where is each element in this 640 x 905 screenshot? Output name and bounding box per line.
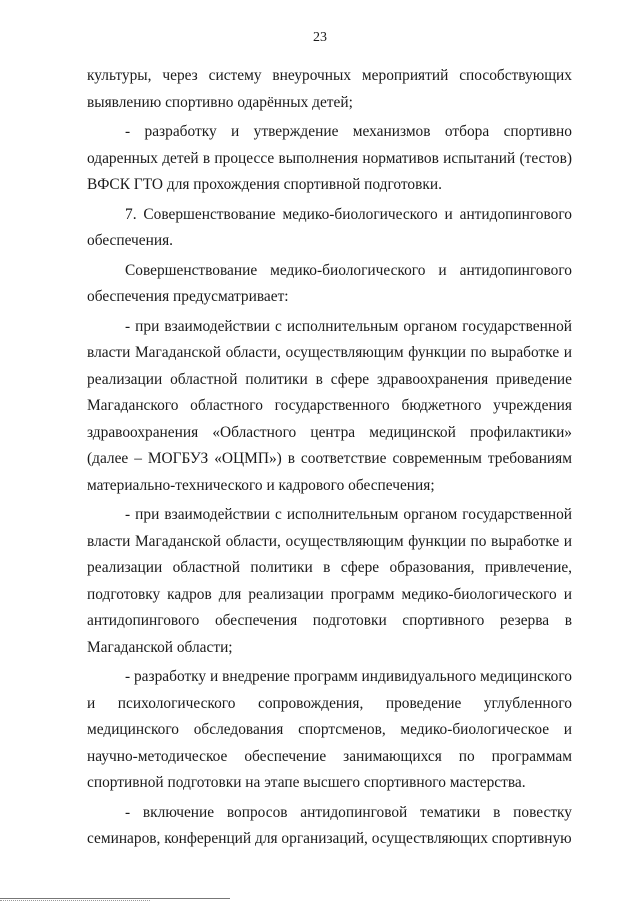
paragraph: Совершенствование медико-биологического и антидопингового обеспечения предусматривает:: [87, 261, 572, 305]
paragraph: - разработку и утверждение механизмов отбора спортивно одаренных детей в процессе выполнения нормативов испытаний (тестов) ВФСК ГТО для прохождения спортивной подготовки.: [87, 123, 572, 193]
section-heading: 7. Совершенствование медико-биологического и антидопингового обеспечения.: [87, 205, 572, 249]
page-number: 23: [313, 30, 327, 45]
paragraph: - разработку и внедрение программ индивидуального медицинского и психологического сопровождения, проведение углубленного медицинского обследования спортсменов, медико-биологическое и научно-методическое обеспечение занимающихся по программам спортивной подготовки на этапе высшего спортивного мастерства.: [87, 668, 572, 791]
footer-rule-dotted: [0, 900, 150, 901]
document-body: [87, 63, 572, 853]
paragraph: - при взаимодействии с исполнительным органом государственной власти Магаданской области, осуществляющим функции по выработке и реализации областной политики в сфере образования, привлечение, подготовку кадров для реализации программ медико-биологического и антидопингового обеспечения подготовки спортивного резерва в Магаданской области;: [87, 506, 572, 656]
footer-rule: [0, 898, 230, 899]
paragraph: культуры, через систему внеурочных мероприятий способствующих выявлению спортивно одарённых детей;: [87, 67, 572, 111]
paragraph: - включение вопросов антидопинговой тематики в повестку семинаров, конференций для организаций, осуществляющих спортивную: [87, 803, 572, 847]
paragraph: - при взаимодействии с исполнительным органом государственной власти Магаданской области, осуществляющим функции по выработке и реализации областной политики в сфере здравоохранения приведение Магаданского областного государственного бюджетного учреждения здравоохранения «Областного центра медицинской профилактики» (далее – МОГБУЗ «ОЦМП») в соответствие современным требованиям материально-технического и кадрового обеспечения;: [87, 317, 572, 494]
